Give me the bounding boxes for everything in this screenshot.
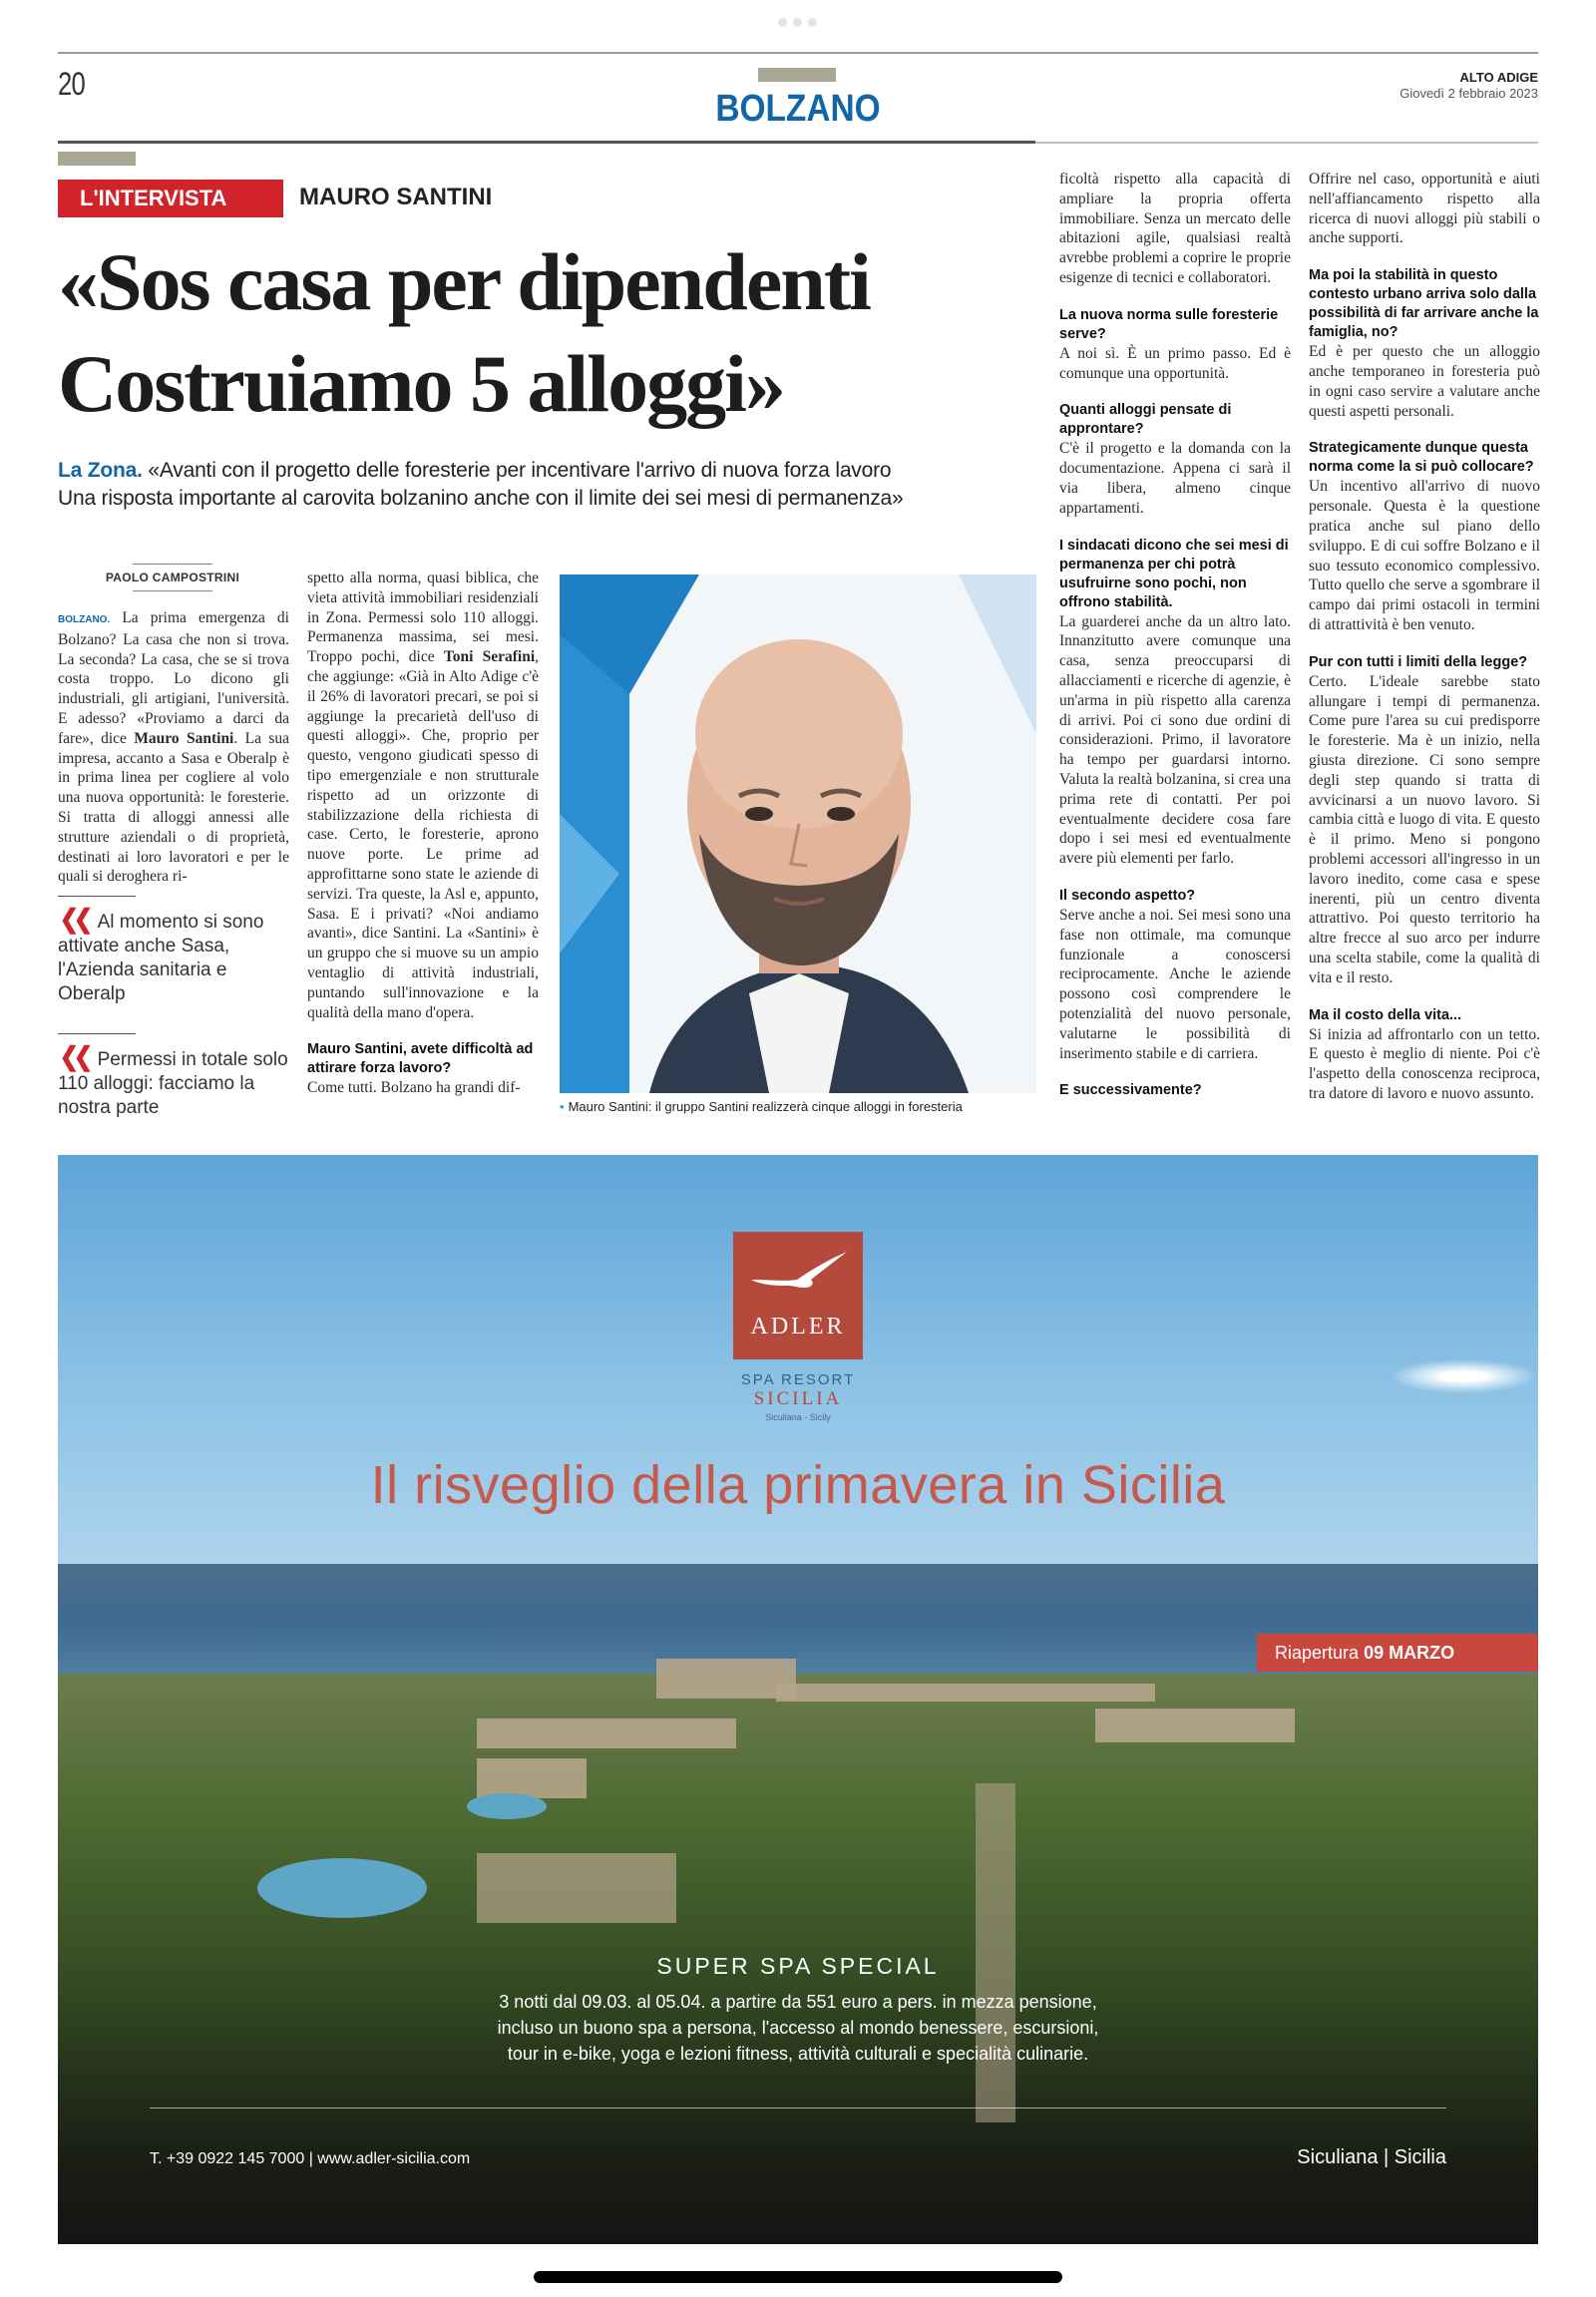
body-paragraph: [307, 569, 539, 1022]
advertisement-adler[interactable]: [58, 1155, 1538, 2244]
brand-location: Siculiana - Sicily: [765, 1412, 831, 1422]
section-accent-bar: [758, 68, 836, 82]
offer-description: [257, 1989, 1339, 2067]
cloud-decoration: [1389, 1359, 1538, 1393]
brand-name: ADLER: [750, 1314, 846, 1340]
header-rule-light: [1035, 142, 1538, 144]
newspaper-name: ALTO ADIGE: [1459, 70, 1538, 85]
top-rule: [58, 52, 1538, 54]
body-text: . La sua impresa, accanto a Sasa e Oberalp è in prima linea per cogliere al volo una nuova opportunità: le foresterie. Si tratta di alloggi annessi alle strutture aziendali o di proprietà, destinati ai loro lavoratori e per le quali si deroghera ri-: [58, 729, 289, 886]
offer-line: incluso un buono spa a persona, l'accesso al mondo benessere, escursioni,: [497, 2018, 1099, 2038]
ad-contact[interactable]: T. +39 0922 145 7000 | www.adler-sicilia.com: [150, 2150, 471, 2167]
resort-pool: [467, 1793, 547, 1819]
pull-quote: [58, 896, 289, 1006]
interview-question: Ma il costo della vita...: [1309, 1006, 1462, 1023]
pull-quote-rule: [58, 896, 136, 897]
byline-rule-bottom: [133, 590, 212, 591]
resort-building: [1095, 1709, 1295, 1742]
interviewee-name: MAURO SANTINI: [299, 184, 493, 210]
header-rule-dark: [58, 141, 1035, 144]
headline: [58, 231, 1055, 435]
pull-quote-rule: [58, 1033, 136, 1034]
offer-line: tour in e-bike, yoga e lezioni fitness, attività culturali e specialità culinarie.: [507, 2044, 1089, 2064]
interview-answer: Si inizia ad affrontarlo con un tetto. E questo è meglio di niente. Poi c'è l'aspetto della conoscenza reciproca, tra datore di lavoro e nuovo assunto.: [1309, 1025, 1540, 1102]
interview-answer: Offrire nel caso, opportunità e aiuti nell'affiancamento rispetto alla ricerca di nuovi alloggi più stabili o anche supporti.: [1309, 171, 1540, 247]
summary-line-2: Una risposta importante al carovita bolzanino anche con il limite dei sei mesi di permanenza»: [58, 487, 904, 510]
interview-question: Quanti alloggi pensate di approntare?: [1059, 402, 1232, 438]
interview-answer: C'è il progetto e la domanda con la documentazione. Appena ci sarà il via libera, almeno cinque appartamenti.: [1059, 440, 1291, 517]
pull-quote-text: Permessi in totale solo 110 alloggi: facciamo la nostra parte: [58, 1049, 288, 1118]
article-column-2: [307, 569, 539, 1098]
interview-question: E successivamente?: [1059, 1082, 1202, 1099]
reopening-badge: [1257, 1634, 1538, 1672]
resort-building: [477, 1758, 587, 1798]
ad-tagline: Il risveglio della primavera in Sicilia: [370, 1455, 1226, 1515]
interview-answer: Certo. L'ideale sarebbe stato allungare i tempi di permanenza. Come pure l'area su cui predisporre le foresterie. Ma è un inizio, nella giusta direzione. Ci sono sempre degli step quando si tratta di avvicinarsi a un nuovo lavoro. Si cambia città e luogo di vita. E questo è il primo. Meno si pongono problemi accessori all'ingresso in un lavoro inedito, come casa e spese inerenti, più un centro diventa attrattivo. Poi questo territorio ha altre frecce al suo arco per indurre una scelta stabile, come la qualità di vita e il resto.: [1309, 672, 1540, 986]
person-name: Toni Serafini: [443, 648, 536, 666]
article-column-3: [1059, 170, 1291, 1100]
page-indicator-dots: [778, 18, 817, 27]
portrait-photo: [560, 574, 1036, 1093]
byline-block: [58, 564, 287, 591]
article-column-1: [58, 608, 289, 887]
summary-lead: La Zona.: [58, 459, 143, 482]
eagle-icon: [749, 1250, 849, 1300]
interview-question: Mauro Santini, avete difficoltà ad attirare forza lavoro?: [307, 1041, 534, 1077]
kicker-accent-bar: [58, 152, 136, 166]
brand-region: SICILIA: [753, 1388, 843, 1409]
person-name: Mauro Santini: [134, 729, 234, 747]
interview-question: Strategicamente dunque questa norma come la si può collocare?: [1309, 440, 1534, 476]
portrait-illustration: [560, 574, 1036, 1093]
interview-answer: Serve anche a noi. Sei mesi sono una fase non ottimale, ma comunque funzionale a conoscersi reciprocamente. Anche le aziende possono così comprendere le potenzialità del nuovo personale, valutarne le possibilità di inserimento stabile e di carriera.: [1059, 906, 1291, 1062]
section-title: BOLZANO: [715, 88, 881, 130]
resort-building: [477, 1853, 676, 1923]
brand-subtitle: SPA RESORT: [740, 1371, 856, 1388]
reopening-label: Riapertura: [1275, 1643, 1360, 1663]
byline: PAOLO CAMPOSTRINI: [105, 571, 240, 584]
interview-answer: Ed è per questo che un alloggio anche temporaneo in foresteria può in ogni caso servire a valutare anche questi aspetti personali.: [1309, 343, 1540, 420]
quote-chevron-icon: ❮❮: [59, 1041, 88, 1071]
interview-answer: Come tutti. Bolzano ha grandi dif-: [307, 1079, 521, 1097]
interview-question: Ma poi la stabilità in questo contesto urbano arriva solo dalla possibilità di far arrivare anche la famiglia, no?: [1309, 267, 1539, 341]
quote-chevron-icon: ❮❮: [59, 904, 88, 934]
body-paragraph: [58, 608, 289, 887]
headline-line-1: «Sos casa per dipendenti: [58, 236, 870, 327]
resort-pool: [257, 1858, 427, 1918]
resort-building: [656, 1659, 796, 1699]
interview-answer: La guarderei anche da un altro lato. Innanzitutto avere comunque una casa, senza preoccuparsi di allacciamenti e ricerche di agenzie, è un'arma in più rispetto alla carenza di arrivi. Poi ci sono due ordini di considerazioni. Primo, il lavoratore ha tempo per guardarsi intorno. Valuta la realtà bolzanina, si crea una prima rete di contatti. Per poi eventualmente decidere cosa fare dopo i sei mesi ed eventualmente avere più elementi per farlo.: [1059, 612, 1291, 868]
offer-line: 3 notti dal 09.03. al 05.04. a partire da 551 euro a pers. in mezza pensione,: [499, 1992, 1097, 2012]
issue-date: Giovedì 2 febbraio 2023: [1399, 86, 1538, 101]
reopening-date: 09 MARZO: [1364, 1643, 1455, 1663]
caption-text: Mauro Santini: il gruppo Santini realizzerà cinque alloggi in foresteria: [568, 1099, 963, 1114]
adler-logo: [733, 1232, 863, 1359]
home-indicator[interactable]: [534, 2271, 1062, 2283]
resort-building: [776, 1684, 1155, 1702]
interview-answer: ficoltà rispetto alla capacità di ampliare la propria offerta immobiliare. Senza un mercato delle abitazioni agile, qualsiasi realtà avrebbe problemi a coprire le proprie esigenze di tecnici e collaboratori.: [1059, 171, 1291, 286]
interview-question: I sindacati dicono che sei mesi di permanenza per chi potrà usufruirne sono pochi, non offrono stabilità.: [1059, 537, 1289, 610]
ad-location: Siculiana | Sicilia: [1297, 2146, 1446, 2168]
byline-rule-top: [133, 564, 212, 565]
caption-bullet-icon: •: [560, 1099, 565, 1114]
summary-line-1: «Avanti con il progetto delle foresterie per incentivare l'arrivo di nuova forza lavoro: [148, 459, 892, 482]
photo-caption: [560, 1099, 1038, 1114]
interview-question: Il secondo aspetto?: [1059, 887, 1196, 904]
article-column-4: [1309, 170, 1540, 1104]
ad-divider: [150, 2107, 1446, 2108]
pull-quote: [58, 1033, 289, 1120]
interview-question: La nuova norma sulle foresterie serve?: [1059, 306, 1279, 342]
page-number: 20: [58, 66, 85, 102]
offer-title: SUPER SPA SPECIAL: [656, 1953, 940, 1979]
interview-question: Pur con tutti i limiti della legge?: [1309, 653, 1528, 670]
article-summary: [58, 457, 1045, 513]
interview-answer: Un incentivo all'arrivo di nuovo personale. Questa è la questione pratica anche sul piano dello sviluppo. E di cui soffre Bolzano e il suo tessuto economico complessivo. Tutto quello che serve a sgombrare il campo dai primi ostacoli in termini di attrattività è ben venuto.: [1309, 478, 1540, 633]
pull-quote-text: Al momento si sono attivate anche Sasa, l'Azienda sanitaria e Oberalp: [58, 912, 264, 1004]
headline-line-2: Costruiamo 5 alloggi»: [58, 338, 784, 429]
resort-building: [477, 1719, 736, 1748]
interview-answer: A noi sì. È un primo passo. Ed è comunque una opportunità.: [1059, 344, 1291, 382]
dateline: BOLZANO.: [58, 614, 111, 625]
interview-tag: L'INTERVISTA: [58, 180, 283, 217]
body-text: spetto alla norma, quasi biblica, che vieta attività immobiliari residenziali in Zona. Permessi solo 110 alloggi. Permanenza massima, sei mesi. Troppo pochi, dice: [307, 570, 539, 666]
body-text: , che aggiunge: «Già in Alto Adige c'è il 26% di lavoratori precari, se poi si aggiunge la precarietà dell'uso di questi alloggi». Che, proprio per questo, vengono giudicati spesso di tipo emergenziale e non strutturale rispetto ad un orizzonte di stabilizzazione della richiesta di case. Certo, le foresterie, aprono nuove porte. Le prime ad approfittarne sono state le aziende di servizi. Tra queste, la Asl e, appunto, Sasa. E i privati? «Noi andiamo avanti», dice Santini. La «Santini» è un gruppo che si muove su un ampio ventaglio di attività industriali, puntando sull'innovazione e la qualità della mano d'opera.: [307, 648, 539, 1021]
body-text: La prima emergenza di Bolzano? La casa che non si trova. La seconda? La casa, che se si trova costa troppo. Lo dicono gli industriali, gli artigiani, l'università. E adesso? «Proviamo a darci da fare», dice: [58, 609, 289, 747]
